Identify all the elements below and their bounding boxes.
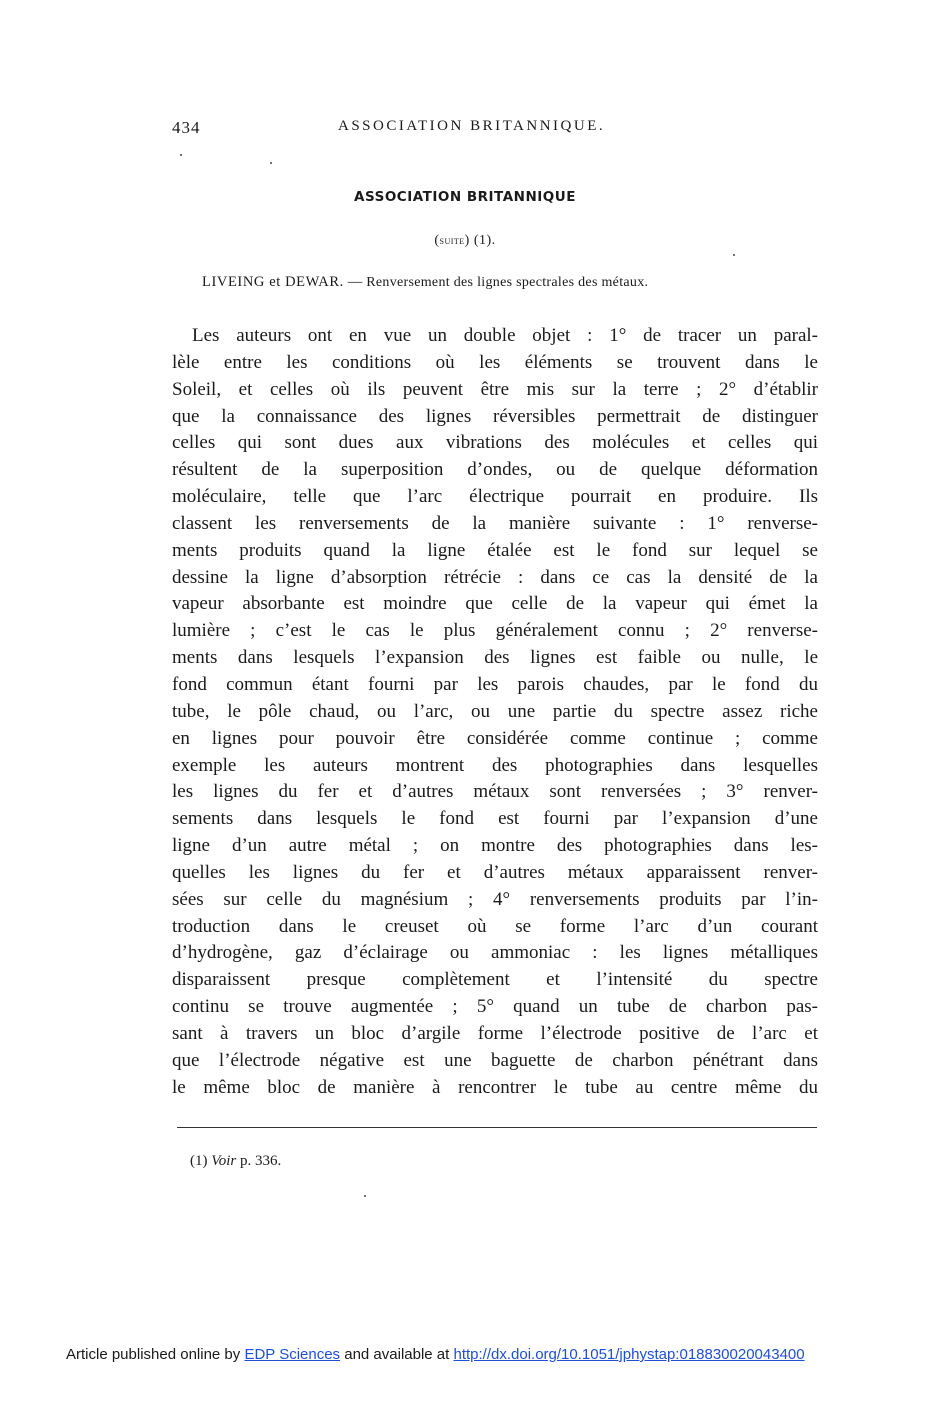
body-line: lumière ; c’est le cas le plus généralement connu ; 2° renverse- <box>172 620 818 642</box>
print-speck <box>270 162 272 164</box>
footnote-rule <box>177 1127 817 1128</box>
body-line: Soleil, et celles où ils peuvent être mis sur la terre ; 2° d’établir <box>172 378 818 400</box>
section-title: ASSOCIATION BRITANNIQUE <box>354 189 576 205</box>
body-line: les lignes du fer et d’autres métaux sont renversées ; 3° renver- <box>172 781 818 803</box>
body-line: moléculaire, telle que l’arc électrique pourrait en produire. Ils <box>172 486 818 508</box>
body-line: classent les renversements de la manière suivante : 1° renverse- <box>172 512 818 534</box>
article-dash: — <box>343 274 367 290</box>
body-line: sements dans lesquels le fond est fourni par l’expansion d’une <box>172 808 818 830</box>
body-line: disparaissent presque complètement et l’intensité du spectre <box>172 969 818 991</box>
body-line: sant à travers un bloc d’argile forme l’électrode positive de l’arc et <box>172 1022 818 1044</box>
body-line: fond commun étant fourni par les parois chaudes, par le fond du <box>172 673 818 695</box>
publisher-middle: and available at <box>340 1346 454 1363</box>
section-subtitle-word: suite <box>439 233 465 247</box>
print-speck <box>180 154 182 156</box>
publisher-prefix: Article published online by <box>66 1346 245 1363</box>
body-line: lèle entre les conditions où les éléments se trouvent dans le <box>172 351 818 373</box>
body-line: continu se trouve augmentée ; 5° quand un tube de charbon pas- <box>172 996 818 1018</box>
body-line: troduction dans le creuset où se forme l’arc d’un courant <box>172 915 818 937</box>
section-subtitle-note: (1). <box>473 233 496 248</box>
section-subtitle: (suite) (1). <box>434 233 496 248</box>
body-line: ments produits quand la ligne étalée est le fond sur lequel se <box>172 539 818 561</box>
body-line: tube, le pôle chaud, ou l’arc, ou une partie du spectre assez riche <box>172 700 818 722</box>
body-line: sées sur celle du magnésium ; 4° renversements produits par l’in- <box>172 888 818 910</box>
publisher-link[interactable]: EDP Sciences <box>244 1346 341 1363</box>
body-line: vapeur absorbante est moindre que celle de la vapeur qui émet la <box>172 593 818 615</box>
body-line: dessine la ligne d’absorption rétrécie : dans ce cas la densité de la <box>172 566 818 588</box>
running-head: ASSOCIATION BRITANNIQUE. <box>338 118 606 134</box>
body-line: que la connaissance des lignes réversibles permettrait de distinguer <box>172 405 818 427</box>
body-line: résultent de la superposition d’ondes, ou de quelque déformation <box>172 459 818 481</box>
publisher-line <box>66 1346 805 1363</box>
footnote-voir: Voir <box>211 1153 237 1169</box>
article-heading <box>202 274 648 291</box>
body-text <box>172 323 818 1101</box>
body-line: Les auteurs ont en vue un double objet : 1° de tracer un paral- <box>192 325 818 346</box>
body-line: le même bloc de manière à rencontrer le tube au centre même du <box>172 1076 818 1098</box>
print-speck <box>733 254 735 256</box>
body-line: exemple les auteurs montrent des photographies dans lesquelles <box>172 754 818 776</box>
print-speck <box>364 1195 366 1197</box>
body-line: ligne d’un autre métal ; on montre des photographies dans les- <box>172 835 818 857</box>
body-line: quelles les lignes du fer et d’autres métaux apparaissent renver- <box>172 861 818 883</box>
body-line: celles qui sont dues aux vibrations des molécules et celles qui <box>172 432 818 454</box>
body-line: que l’électrode négative est une baguette de charbon pénétrant dans <box>172 1049 818 1071</box>
doi-link[interactable]: http://dx.doi.org/10.1051/jphystap:018830020043400 <box>453 1346 805 1363</box>
footnote-ref: p. 336. <box>240 1153 282 1169</box>
footnote <box>190 1153 281 1170</box>
body-line: ments dans lesquels l’expansion des lignes est faible ou nulle, le <box>172 647 818 669</box>
article-subject: Renversement des lignes spectrales des métaux. <box>366 275 649 290</box>
body-line: d’hydrogène, gaz d’éclairage ou ammoniac : les lignes métalliques <box>172 942 818 964</box>
article-authors: LIVEING et DEWAR. <box>202 274 344 290</box>
footnote-marker: (1) <box>190 1153 208 1169</box>
body-line: en lignes pour pouvoir être considérée comme continue ; comme <box>172 727 818 749</box>
page-number: 434 <box>172 118 201 137</box>
